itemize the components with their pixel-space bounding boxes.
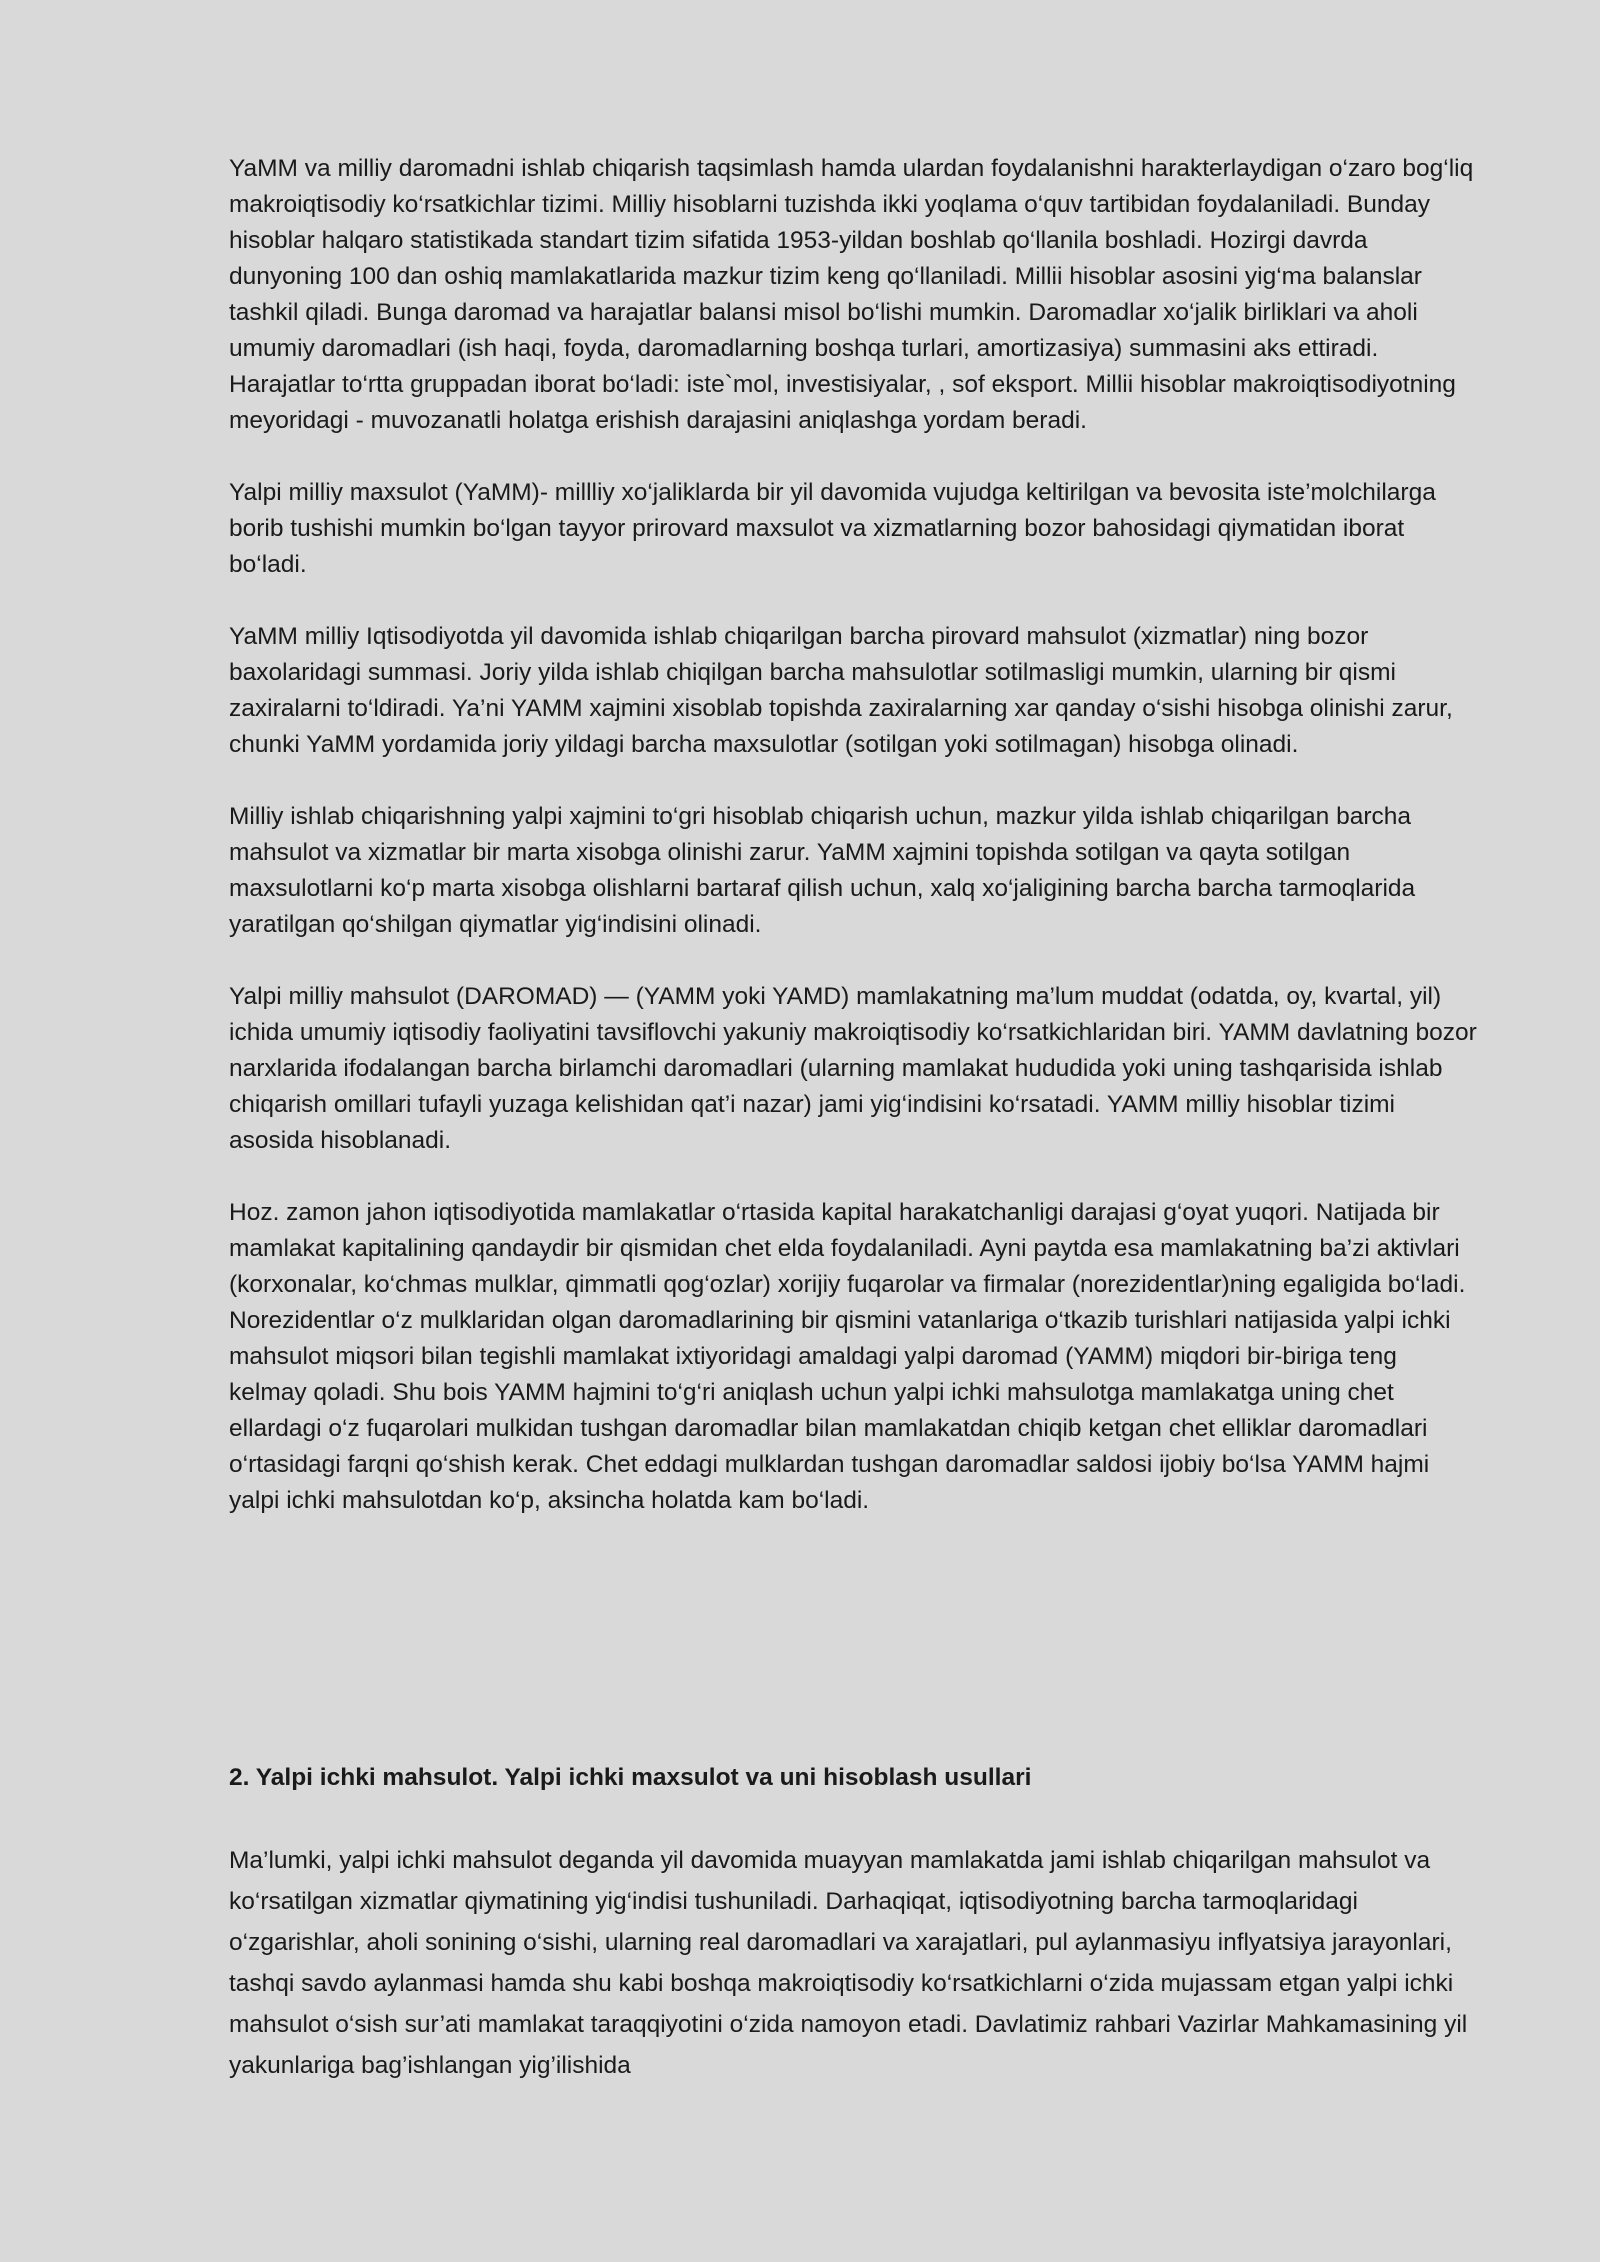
section-heading: 2. Yalpi ichki mahsulot. Yalpi ichki maxsulot va uni hisoblash usullari (229, 1764, 1032, 1791)
section-2 (229, 1760, 1481, 2086)
paragraph: Yalpi milliy mahsulot (DAROMAD) — (YAMM yoki YAMD) mamlakatning ma’lum muddat (odatda, oy, kvartal, yil) ichida umumiy iqtisodiy faoliyatini tavsiflovchi yakuniy makroiqtisodiy ko‘rsatkichlaridan biri. YAMM davlatning bozor narxlarida ifodalangan barcha birlamchi daromadlari (ularning mamlakat hududida yoki uning tashqarisida ishlab chiqarish omillari tufayli yuzaga kelishidan qat’i nazar) jami yig‘indisini ko‘rsatadi. YAMM milliy hisoblar tizimi asosida hisoblanadi. (229, 983, 1477, 1154)
paragraph: YaMM va milliy daromadni ishlab chiqarish taqsimlash hamda ulardan foydalanishni harakterlaydigan o‘zaro bog‘liq makroiqtisodiy ko‘rsatkichlar tizimi. Milliy hisoblarni tuzishda ikki yoqlama o‘quv tartibidan foydalaniladi. Bunday hisoblar halqaro statistikada standart tizim sifatida 1953-yildan boshlab qo‘llanila boshladi. Hozirgi davrda dunyoning 100 dan oshiq mamlakatlarida mazkur tizim keng qo‘llaniladi. Millii hisoblar asosini yig‘ma balanslar tashkil qiladi. Bunga daromad va harajatlar balansi misol bo‘lishi mumkin. Daromadlar xo‘jalik birliklari va aholi umumiy daromadlari (ish haqi, foyda, daromadlarning boshqa turlari, amortizasiya) summasini aks ettiradi. Harajatlar to‘rtta gruppadan iborat bo‘ladi: iste`mol, investisiyalar, , sof eksport. Millii hisoblar makroiqtisodiyotning meyoridagi - muvozanatli holatga erishish darajasini aniqlashga yordam beradi. (229, 155, 1474, 434)
paragraph: Milliy ishlab chiqarishning yalpi xajmini to‘gri hisoblab chiqarish uchun, mazkur yilda ishlab chiqarilgan barcha mahsulot va xizmatlar bir marta xisobga olinishi zarur. YaMM xajmini topishda sotilgan va qayta sotilgan maxsulotlarni ko‘p marta xisobga olishlarni bartaraf qilish uchun, xalq xo‘jaligining barcha barcha tarmoqlarida yaratilgan qo‘shilgan qiymatlar yig‘indisini olinadi. (229, 803, 1416, 938)
paragraph: Hoz. zamon jahon iqtisodiyotida mamlakatlar o‘rtasida kapital harakatchanligi darajasi g‘oyat yuqori. Natijada bir mamlakat kapitalining qandaydir bir qismidan chet elda foydalaniladi. Ayni paytda esa mamlakatning ba’zi aktivlari (korxonalar, ko‘chmas mulklar, qimmatli qog‘ozlar) xorijiy fuqarolar va firmalar (norezidentlar)ning egaligida bo‘ladi. Norezidentlar o‘z mulklaridan olgan daromadlarining bir qismini vatanlariga o‘tkazib turishlari natijasida yalpi ichki mahsulot miqsori bilan tegishli mamlakat ixtiyoridagi amaldagi yalpi daromad (YAMM) miqdori bir-biriga teng kelmay qoladi. Shu bois YAMM hajmini to‘g‘ri aniqlash uchun yalpi ichki mahsulotga mamlakatga uning chet ellardagi o‘z fuqarolari mulkidan tushgan daromadlar bilan mamlakatdan chiqib ketgan chet elliklar daromadlari o‘rtasidagi farqni qo‘shish kerak. Chet eddagi mulklardan tushgan daromadlar saldosi ijobiy bo‘lsa YAMM hajmi yalpi ichki mahsulotdan ko‘p, aksincha holatda kam bo‘ladi. (229, 1199, 1466, 1514)
document-body (229, 151, 1481, 1519)
paragraph: Yalpi milliy maxsulot (YaMM)- millliy xo‘jaliklarda bir yil davomida vujudga keltirilgan va bevosita iste’molchilarga borib tushishi mumkin bo‘lgan tayyor prirovard maxsulot va xizmatlarning bozor bahosidagi qiymatidan iborat bo‘ladi. (229, 479, 1436, 578)
section-paragraph: Ma’lumki, yalpi ichki mahsulot deganda yil davomida muayyan mamlakatda jami ishlab chiqarilgan mahsulot va ko‘rsatilgan xizmatlar qiymatining yig‘indisi tushuniladi. Darhaqiqat, iqtisodiyotning barcha tarmoqlaridagi o‘zgarishlar, aholi sonining o‘sishi, ularning real daromadlari va xarajatlari, pul aylanmasiyu inflyatsiya jarayonlari, tashqi savdo aylanmasi hamda shu kabi boshqa makroiqtisodiy ko‘rsatkichlarni o‘zida mujassam etgan yalpi ichki mahsulot o‘sish sur’ati mamlakat taraqqiyotini o‘zida namoyon etadi. Davlatimiz rahbari Vazirlar Mahkamasining yil yakunlariga bag’ishlangan yig’ilishida (229, 1847, 1468, 2079)
paragraph: YaMM milliy Iqtisodiyotda yil davomida ishlab chiqarilgan barcha pirovard mahsulot (xizmatlar) ning bozor baxolaridagi summasi. Joriy yilda ishlab chiqilgan barcha mahsulotlar sotilmasligi mumkin, ularning bir qismi zaxiralarni to‘ldiradi. Ya’ni YAMM xajmini xisoblab topishda zaxiralarning xar qanday o‘sishi hisobga olinishi zarur, chunki YaMM yordamida joriy yildagi barcha maxsulotlar (sotilgan yoki sotilmagan) hisobga olinadi. (229, 623, 1453, 758)
